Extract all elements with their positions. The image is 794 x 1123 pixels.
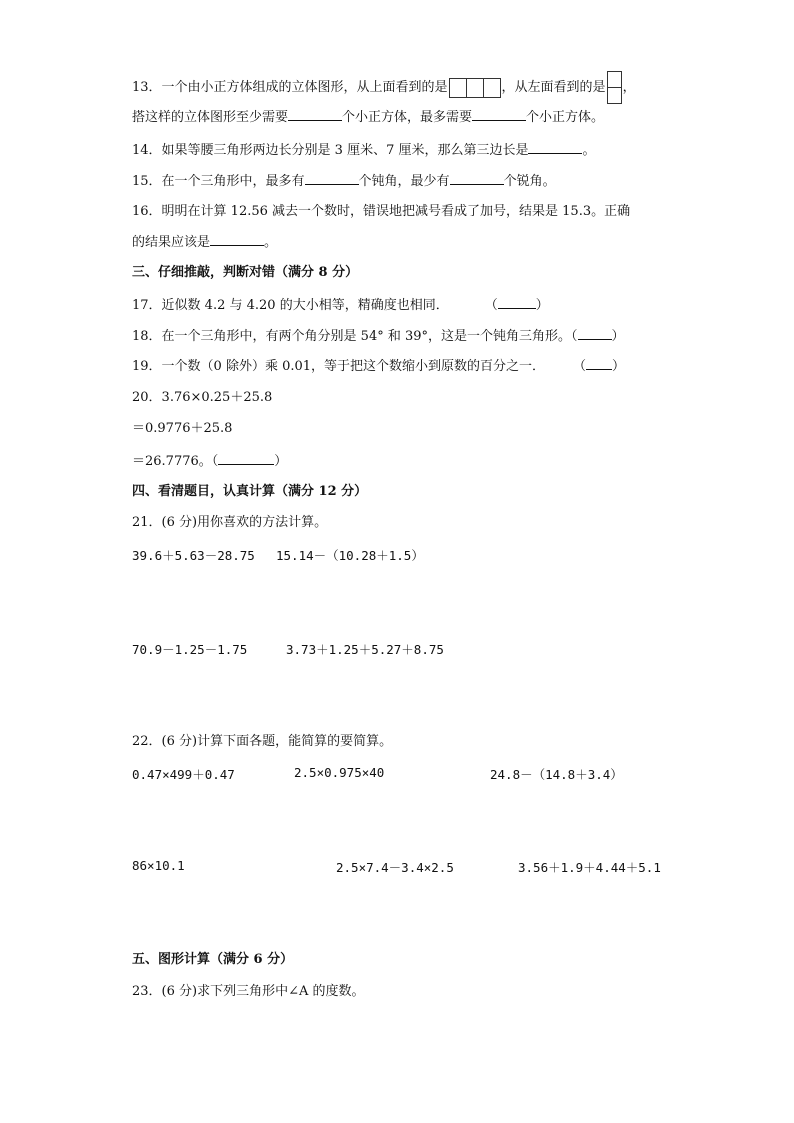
- answer-blank[interactable]: [450, 172, 504, 185]
- q22-expression-6: 3.56＋1.9＋4.44＋5.1: [518, 860, 661, 875]
- paren-close: ）: [612, 359, 626, 374]
- question-22-title: 22．(6 分)计算下面各题，能简算的要简算。: [132, 734, 393, 749]
- answer-blank[interactable]: [528, 141, 582, 154]
- judgement-blank[interactable]: [218, 452, 274, 465]
- judgement-blank[interactable]: [578, 327, 612, 340]
- q16-text-3: 。: [264, 235, 278, 250]
- q13-text-3: ，: [622, 80, 636, 95]
- q15-text-3: 个锐角。: [503, 174, 556, 189]
- q19-text: 19．一个数（0 除外）乘 0.01，等于把这个数缩小到原数的百分之一．: [132, 359, 546, 374]
- question-21-title: 21．(6 分)用你喜欢的方法计算。: [132, 515, 328, 530]
- top-view-figure-icon: [449, 78, 501, 98]
- q22-expression-3: 24.8－（14.8＋3.4）: [490, 767, 623, 782]
- q15-text-1: 15．在一个三角形中，最多有: [132, 174, 305, 189]
- question-20-line-3: [132, 452, 287, 471]
- answer-blank[interactable]: [305, 172, 359, 185]
- question-20-line-1: 20．3.76×0.25＋25.8: [132, 390, 273, 405]
- q21-expression-4: 3.73＋1.25＋5.27＋8.75: [286, 642, 444, 657]
- paren-close: ）: [535, 298, 549, 313]
- left-view-figure-icon: [607, 71, 622, 104]
- q13-text-1: 13．一个由小正方体组成的立体图形，从上面看到的是: [132, 80, 448, 95]
- question-18: [132, 327, 625, 346]
- paren-close: ）: [611, 329, 625, 344]
- judgement-blank[interactable]: [586, 357, 612, 370]
- section-heading-5: 五、图形计算（满分 6 分）: [132, 952, 294, 967]
- question-16-line-1: [132, 203, 630, 221]
- q21-expression-1: 39.6＋5.63－28.75: [132, 548, 255, 563]
- q21-expression-3: 70.9－1.25－1.75: [132, 642, 248, 657]
- q16-text-2: 的结果应该是: [132, 235, 211, 250]
- question-19: [132, 357, 625, 376]
- q15-text-2: 个钝角，最少有: [358, 174, 450, 189]
- question-17: [132, 296, 549, 315]
- question-13-line-2: [132, 108, 604, 127]
- q22-expression-2: 2.5×0.975×40: [294, 765, 385, 780]
- answer-blank[interactable]: [210, 233, 264, 246]
- q22-expression-5: 2.5×7.4－3.4×2.5: [336, 860, 454, 875]
- paren-close: ）: [274, 454, 288, 469]
- q22-expression-1: 0.47×499＋0.47: [132, 767, 235, 782]
- q18-text: 18．在一个三角形中，有两个角分别是 54° 和 39°，这是一个钝角三角形。（: [132, 329, 578, 344]
- q13-text-4: 搭这样的立体图形至少需要: [132, 110, 289, 125]
- question-20-line-2: ＝0.9776＋25.8: [132, 421, 233, 436]
- q20-text: ＝26.7776。（: [132, 454, 219, 469]
- q21-expression-2: 15.14－（10.28＋1.5）: [276, 548, 424, 563]
- question-13-line-1: [132, 71, 636, 104]
- section-heading-3: 三、仔细推敲，判断对错（满分 8 分）: [132, 265, 359, 280]
- q16-text-1: 16．明明在计算 12.56 减去一个数时，错误地把减号看成了加号，结果是 15.3。正确: [132, 204, 631, 219]
- question-23-title: 23．(6 分)求下列三角形中∠A 的度数。: [132, 984, 365, 999]
- paren-open: （: [484, 298, 498, 313]
- section-heading-4: 四、看清题目，认真计算（满分 12 分）: [132, 484, 368, 499]
- q14-text: 14．如果等腰三角形两边长分别是 3 厘米、7 厘米，那么第三边长是: [132, 143, 529, 158]
- judgement-blank[interactable]: [498, 296, 536, 309]
- question-16-line-2: [132, 233, 277, 252]
- answer-blank[interactable]: [288, 108, 342, 121]
- answer-blank[interactable]: [472, 108, 526, 121]
- q13-text-5: 个小正方体，最多需要: [342, 110, 473, 125]
- question-15: [132, 172, 556, 191]
- q13-text-6: 个小正方体。: [526, 110, 605, 125]
- q13-text-2: ，从左面看到的是: [501, 80, 606, 95]
- q22-expression-4: 86×10.1: [132, 858, 185, 873]
- paren-open: （: [573, 359, 587, 374]
- q14-end: 。: [582, 143, 596, 158]
- q17-text: 17．近似数 4.2 与 4.20 的大小相等，精确度也相同．: [132, 298, 449, 313]
- question-14: [132, 141, 596, 160]
